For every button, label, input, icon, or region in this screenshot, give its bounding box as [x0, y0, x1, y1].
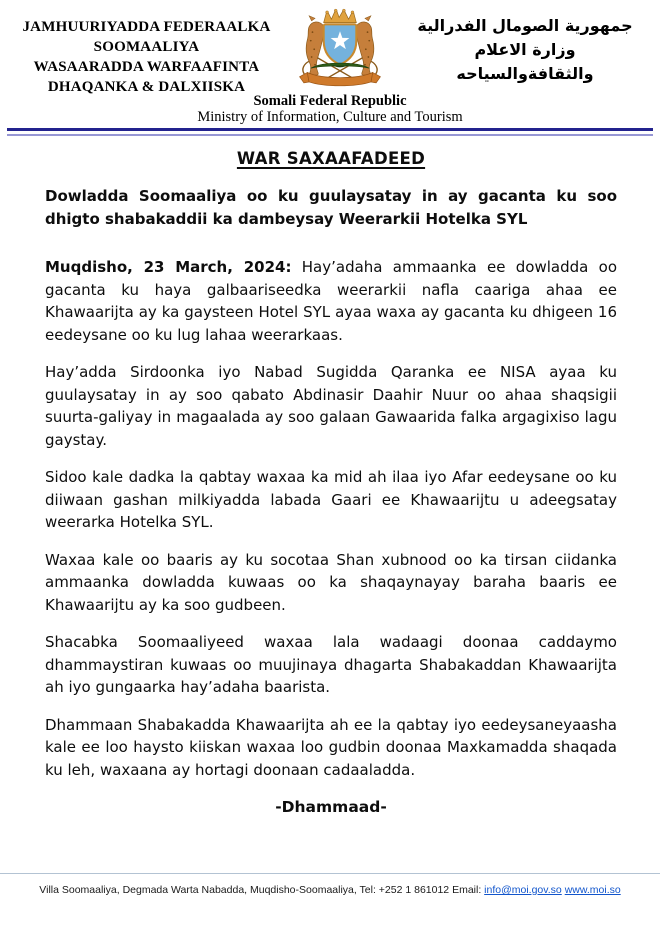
press-paragraph-1: [45, 256, 617, 346]
press-release-title: WAR SAXAAFADEED: [236, 149, 426, 168]
press-paragraph-6: Dhammaan Shabakadda Khawaarijta ah ee la qabtay iyo eedeysaneyaasha kale ee loo haysto kiiskan waxaa loo gudbin doonaa Maxkamadda shaqada ku leh, waxaana ay hortagi doonaan cadaaladda.: [45, 715, 617, 779]
ministry-name-arabic-line: وزارة الاعلام: [474, 40, 576, 59]
press-release-subtitle: Dowladda Soomaaliya oo ku guulaysatay in ay gacanta ku soo dhigto shabakaddii ka dambeysay Weerarkii Hotelka SYL: [45, 187, 617, 228]
ministry-name-somali-line: SOOMAALIYA: [93, 39, 200, 55]
ministry-name-arabic: [400, 8, 650, 86]
press-release-body: [45, 149, 617, 819]
republic-name-english: Somali Federal Republic: [253, 93, 407, 109]
email-link[interactable]: info@moi.gov.so: [484, 884, 562, 896]
footer-divider: [0, 873, 660, 874]
header-divider: [7, 128, 653, 136]
ministry-name-somali-line: WASAARADDA WARFAAFINTA: [33, 59, 260, 75]
closing-line: -Dhammaad-: [275, 798, 387, 816]
ministry-name-arabic-line: والثقافةوالسياحه: [456, 64, 594, 83]
website-link[interactable]: www.moi.so: [564, 884, 621, 896]
ministry-name-english-block: [0, 94, 660, 125]
footer-address-bar: [0, 884, 660, 896]
somalia-coat-of-arms-icon: [296, 8, 384, 94]
letterhead: [0, 0, 660, 94]
ministry-name-arabic-line: جمهورية الصومال الفدرالية: [417, 16, 633, 35]
press-paragraph-3: Sidoo kale dadka la qabtay waxaa ka mid ah ilaa iyo Afar eedeysane oo ku diiwaan gashan milkiyadda labada Gaari ee Khawaarijtu u adeegsatay weerarka Hotelka SYL.: [45, 468, 617, 531]
ministry-name-english: Ministry of Information, Culture and Tourism: [197, 109, 463, 125]
footer-address: Villa Soomaaliya, Degmada Warta Nabadda, Muqdisho-Soomaaliya, Tel: +252 1 861012 Email:: [39, 884, 482, 896]
press-paragraph-4: Waxaa kale oo baaris ay ku socotaa Shan xubnood oo ka tirsan ciidanka ammaanka dowladda kuwaas oo ka shaqaynayay baraha baaris ee Khawaarijtu ay ka soo gudbeen.: [45, 550, 617, 614]
ministry-name-somali-line: DHAQANKA & DALXIISKA: [47, 79, 246, 95]
paragraph-text: Hay’adaha ammaanka ee dowladda oo gacanta ku haya galbaariseedka weerarkii nafla caariga ahaa ee Khawaarijta ay ka gaysteen Hotel SYL ayaa waxa ay gacanta ku dhigeen 16 eedeysane oo ku lug lahaa weerarkaas.: [45, 258, 617, 344]
ministry-name-somali-line: JAMHUURIYADDA FEDERAALKA: [22, 19, 271, 35]
press-paragraph-2: Hay’adda Sirdoonka iyo Nabad Sugidda Qaranka ee NISA ayaa ku guulaysatay in ay soo qabato Abdinasir Daahir Nuur oo ahaa shaqsigii suurta-galiyay in magaalada ay soo galaan Gawaarida falka argagixiso lagu gaystay.: [45, 363, 617, 449]
ministry-name-somali: [14, 8, 279, 97]
dateline: Muqdisho, 23 March, 2024:: [45, 258, 292, 276]
press-paragraph-5: Shacabka Soomaaliyeed waxaa lala wadaagi doonaa caddaymo dhammaystiran kuwaas oo muujinaya dhagarta Shabakaddan Khawaarijta ah iyo gungaarka hay’adaha baarista.: [45, 633, 617, 696]
